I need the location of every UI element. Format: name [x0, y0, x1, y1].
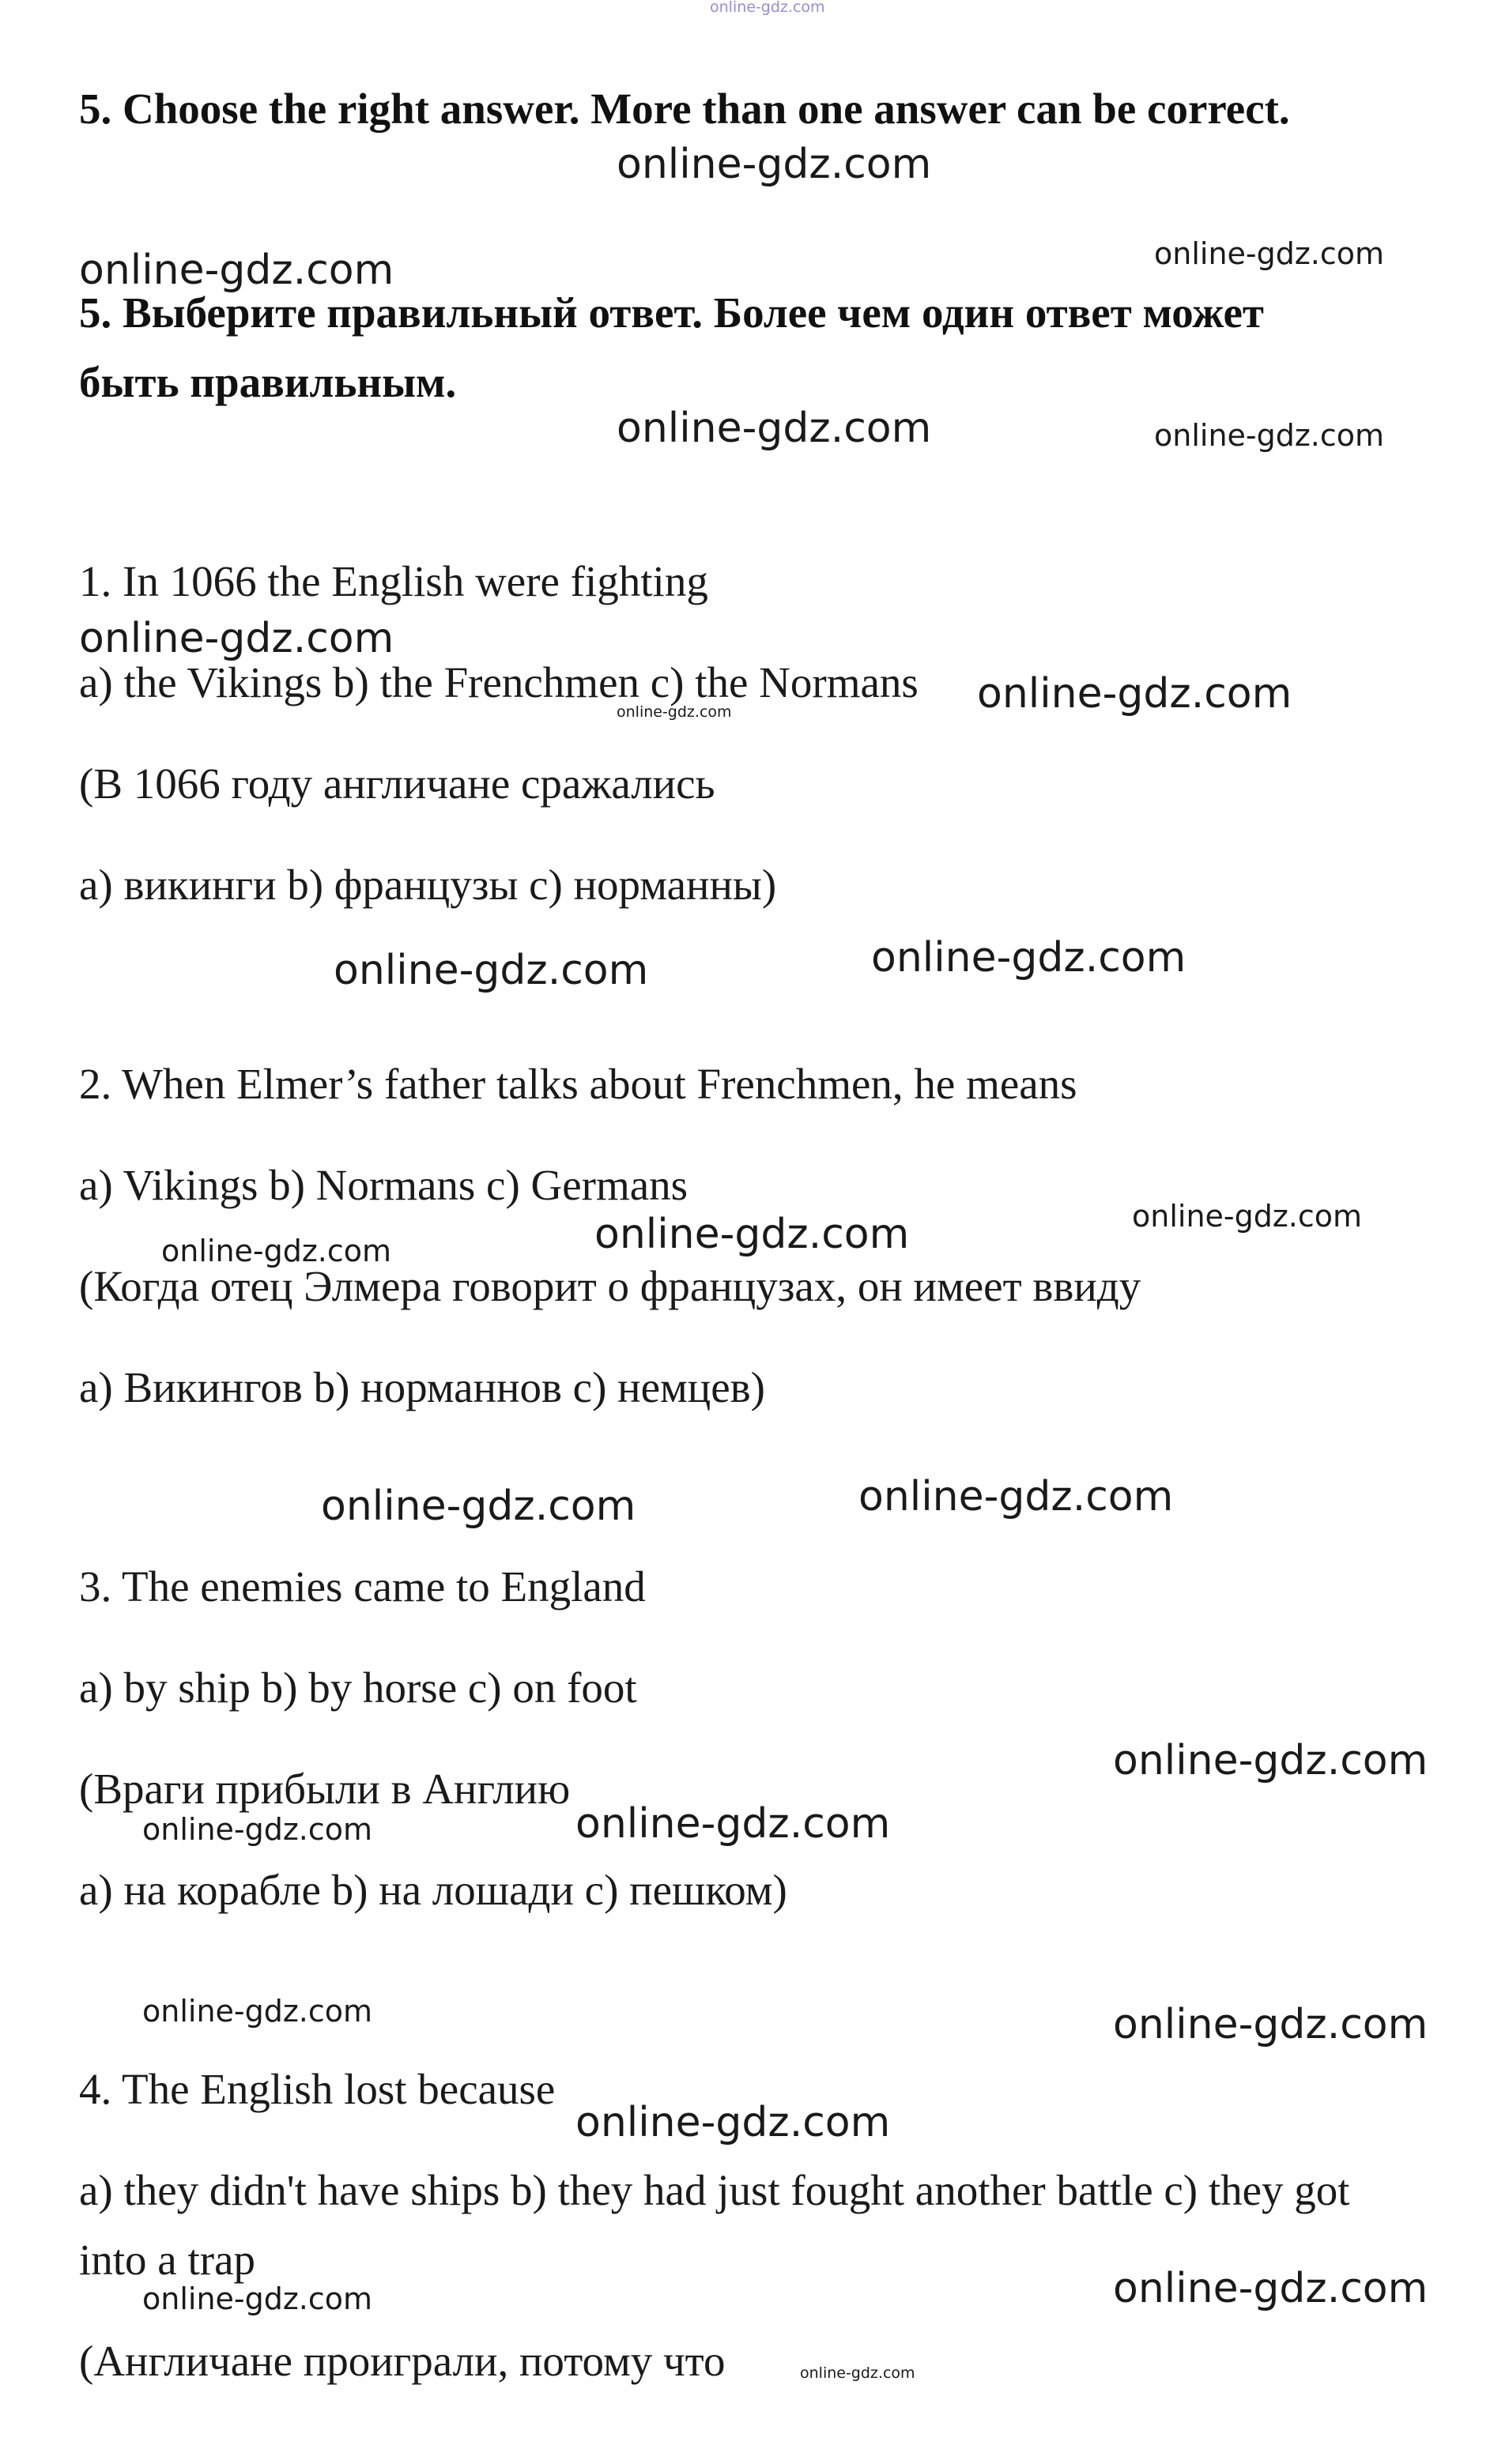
- watermark: online-gdz.com: [800, 2364, 915, 2382]
- question-1-ru: (В 1066 году англичане сражались: [79, 759, 715, 808]
- watermark: online-gdz.com: [617, 405, 932, 452]
- watermark: online-gdz.com: [1113, 1737, 1428, 1784]
- question-2-options-en: a) Vikings b) Normans c) Germans: [79, 1161, 688, 1209]
- watermark: online-gdz.com: [594, 1211, 910, 1258]
- question-4-en: 4. The English lost because: [79, 2065, 556, 2113]
- watermark: online-gdz.com: [1132, 1199, 1363, 1234]
- task-title-ru-line2: быть правильным.: [79, 358, 457, 406]
- question-2-options-ru: a) Викингов b) норманнов c) немцев): [79, 1363, 765, 1411]
- question-4-options-en-line2: into a trap: [79, 2236, 255, 2284]
- watermark: online-gdz.com: [977, 670, 1292, 718]
- question-1-options-en: a) the Vikings b) the Frenchmen c) the Normans: [79, 658, 919, 706]
- watermark: online-gdz.com: [1154, 236, 1385, 271]
- watermark: online-gdz.com: [1113, 2265, 1428, 2312]
- question-2-ru: (Когда отец Элмера говорит о французах, он имеет ввиду: [79, 1262, 1141, 1310]
- watermark: online-gdz.com: [617, 703, 732, 721]
- watermark: online-gdz.com: [334, 947, 649, 994]
- watermark: online-gdz.com: [79, 615, 394, 662]
- watermark: online-gdz.com: [1113, 2001, 1428, 2048]
- question-3-ru: (Враги прибыли в Англию: [79, 1765, 571, 1813]
- watermark: online-gdz.com: [142, 2281, 373, 2316]
- question-4-options-en-line1: a) they didn't have ships b) they had just fought another battle c) they got: [79, 2166, 1350, 2214]
- watermark: online-gdz.com: [161, 1234, 392, 1268]
- watermark: online-gdz.com: [575, 2099, 891, 2146]
- watermark: online-gdz.com: [321, 1483, 636, 1530]
- question-3-options-en: a) by ship b) by horse c) on foot: [79, 1663, 637, 1712]
- task-title-en: 5. Choose the right answer. More than one answer can be correct.: [79, 85, 1290, 133]
- question-2-en: 2. When Elmer’s father talks about Frenchmen, he means: [79, 1060, 1077, 1108]
- question-3-en: 3. The enemies came to England: [79, 1562, 646, 1611]
- watermark: online-gdz.com: [1154, 418, 1385, 453]
- watermark: online-gdz.com: [617, 141, 932, 188]
- watermark: online-gdz.com: [575, 1800, 891, 1848]
- question-4-ru: (Англичане проиграли, потому что: [79, 2337, 726, 2385]
- watermark: online-gdz.com: [142, 1994, 373, 2029]
- watermark: online-gdz.com: [79, 247, 394, 294]
- watermark: online-gdz.com: [871, 934, 1186, 981]
- watermark: online-gdz.com: [142, 1812, 373, 1847]
- question-1-en: 1. In 1066 the English were fighting: [79, 557, 708, 605]
- task-title-ru-line1: 5. Выберите правильный ответ. Более чем один ответ может: [79, 288, 1264, 337]
- watermark: online-gdz.com: [858, 1473, 1174, 1520]
- question-1-options-ru: a) викинги b) французы c) норманны): [79, 861, 777, 909]
- watermark-top: online-gdz.com: [710, 0, 825, 16]
- question-3-options-ru: a) на корабле b) на лошади c) пешком): [79, 1866, 787, 1914]
